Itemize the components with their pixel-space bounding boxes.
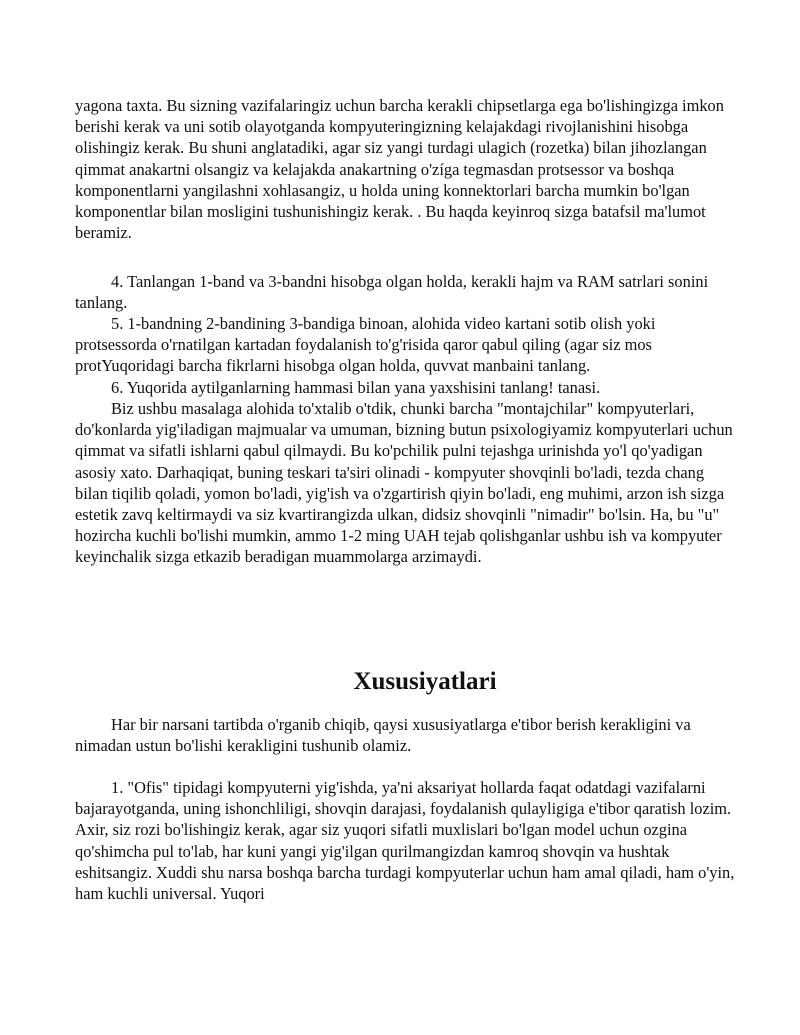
paragraph-assemblers: Biz ushbu masalaga alohida to'xtalib o'tdik, chunki barcha "montajchilar" kompyuterlari, do'konlarda yig'iladigan majmualar va umuman, bizning butun psixologiyamiz kompyuterlari uchun qimmat va sifatli ishlarni qabul qilmaydi. Bu ko'pchilik pulni tejashga urinishda yo'l qo'yadigan asosiy xato. Darhaqiqat, buning teskari ta'siri olinadi - kompyuter shovqinli bo'ladi, tezda chang bilan tiqilib qoladi, yomon bo'ladi, yig'ish va o'zgartirish qiyin bo'ladi, eng muhimi, arzon ish sizga estetik zavq keltirmaydi va siz kvartirangizda ulkan, didsiz shovqinli "nimadir" bo'lsin. Ha, bu "u" hozircha kuchli bo'lishi mumkin, ammo 1-2 ming UAH tejab qolishganlar ushbu ish va kompyuter keyinchalik sizga etkazib beradigan muammolarga arzimaydi. [75,399,733,567]
list-item-4: 4. Tanlangan 1-band va 3-bandni hisobga olgan holda, kerakli hajm va RAM satrlari sonini tanlang. [75,272,709,313]
list-item-office: 1. "Ofis" tipidagi kompyuterni yig'ishda, ya'ni aksariyat hollarda faqat odatdagi vazifalarni bajarayotganda, uning ishonchliligi, shovqin darajasi, foydalanish qulayligiga e'tibor qaratish lozim. Axir, siz rozi bo'lishingiz kerak, agar siz yuqori sifatli muxlislari bo'lgan model uchun ozgina qo'shimcha pul to'lab, har kuni yangi yig'ilgan qurilmangizdan kamroq shovqin va hushtak eshitsangiz. Xuddi shu narsa boshqa barcha turdagi kompyuterlar uchun ham amal qiladi, ham o'yin, ham kuchli universal. Yuqori [75,778,735,904]
list-item-6: 6. Yuqorida aytilganlarning hammasi bilan yana yaxshisini tanlang! tanasi. [111,378,601,397]
paragraph-motherboard: yagona taxta. Bu sizning vazifalaringiz uchun barcha kerakli chipsetlarga ega bo'lishingizga imkon berishi kerak va uni sotib olayotganda kompyuteringizning kelajakdagi rivojlanishini hisobga olishingiz kerak. Bu shuni anglatadiki, agar siz yangi turdagi ulagich (rozetka) bilan jihozlangan qimmat anakartni olsangiz va kelajakda anakartning o'zíga tegmasdan protsessor va boshqa komponentlarni yangilashni xohlasangiz, u holda uning konnektorlari barcha mumkin bo'lgan komponentlar bilan mosligini tushunishingiz kerak. . Bu haqda keyinroq sizga batafsil ma'lumot beramiz. [75,96,724,243]
paragraph-intro: Har bir narsani tartibda o'rganib chiqib, qaysi xususiyatlarga e'tibor berish kerakligini va nimadan ustun bo'lishi kerakligini tushunib olamiz. [75,715,691,756]
section-heading: Xususiyatlari [353,668,497,695]
list-item-5: 5. 1-bandning 2-bandining 3-bandiga binoan, alohida video kartani sotib olish yoki protsessorda o'rnatilgan kartadan foydalanish to'g'risida qaror qabul qiling (agar siz mos protYuqoridagi barcha fikrlarni hisobga olgan holda, quvvat manbaini tanlang. [75,314,656,376]
